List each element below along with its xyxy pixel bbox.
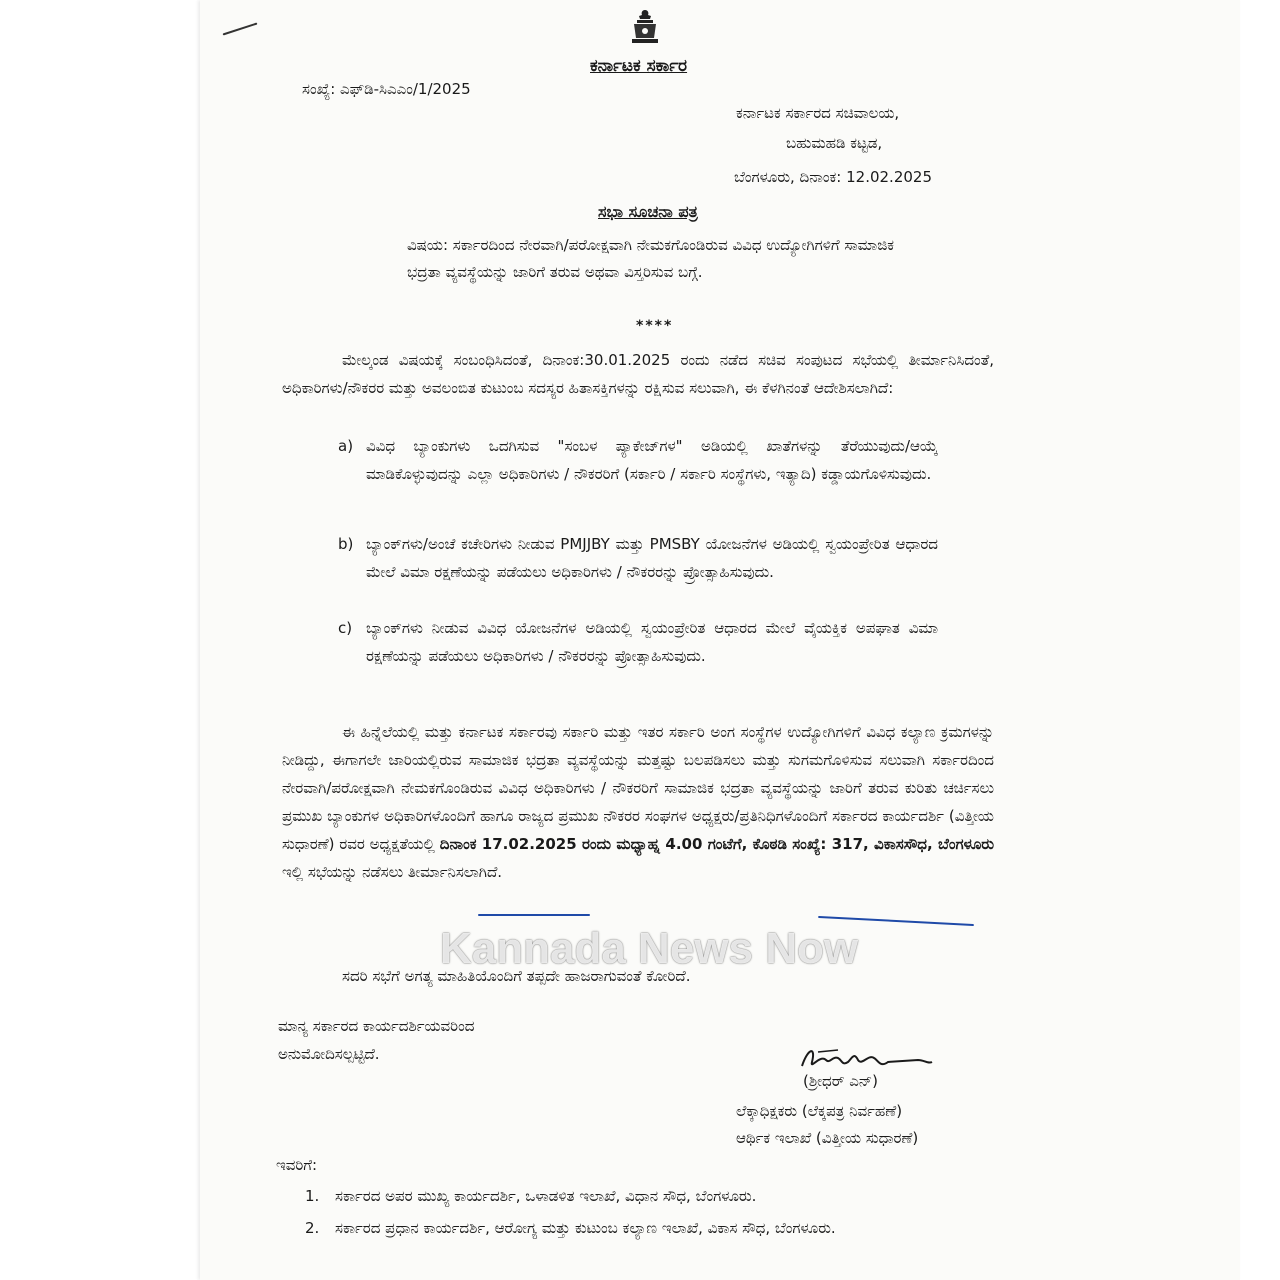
separator: **** — [636, 318, 674, 334]
reference-number: ಸಂಖ್ಯೆ: ಎಫ್‌ಡಿ-ಸಿಎಎಂ/1/2025 — [302, 80, 471, 98]
notice-title: ಸಭಾ ಸೂಚನಾ ಪತ್ರ — [598, 202, 698, 221]
recipient-text: ಸರ್ಕಾರದ ಅಪರ ಮುಖ್ಯ ಕಾರ್ಯದರ್ಶಿ, ಒಳಾಡಳಿತ ಇಲಾಖೆ, ವಿಧಾನ ಸೌಧ, ಬೆಂಗಳೂರು. — [335, 1187, 757, 1205]
paragraph-2-text: ಈ ಹಿನ್ನೆಲೆಯಲ್ಲಿ ಮತ್ತು ಕರ್ನಾಟಕ ಸರ್ಕಾರವು ಸರ್ಕಾರಿ ಮತ್ತು ಇತರ ಸರ್ಕಾರಿ ಅಂಗ ಸಂಸ್ಥೆಗಳ ಉದ್ಯೋಗಿಗಳಿಗೆ ವಿವಿಧ ಕಲ್ಯಾಣ ಕ್ರಮಗಳನ್ನು ನೀಡಿದ್ದು, ಈಗಾಗಲೇ ಜಾರಿಯಲ್ಲಿರುವ ಸಾಮಾಜಿಕ ಭದ್ರತಾ ವ್ಯವಸ್ಥೆಯನ್ನು ಮತ್ತಷ್ಟು ಬಲಪಡಿಸಲು ಮತ್ತು ಸುಗಮಗೊಳಿಸುವ ಸಲುವಾಗಿ ಸರ್ಕಾರದಿಂದ ನೇರವಾಗಿ/ಪರೋಕ್ಷವಾಗಿ ನೇಮಕಗೊಂಡಿರುವ ವಿವಿಧ ಅಧಿಕಾರಿಗಳು / ನೌಕರರಿಗೆ ಸಾಮಾಜಿಕ ಭದ್ರತಾ ವ್ಯವಸ್ಥೆಯನ್ನು ಜಾರಿಗೆ ತರುವ ಕುರಿತು ಚರ್ಚಿಸಲು ಪ್ರಮುಖ ಬ್ಯಾಂಕುಗಳ ಅಧಿಕಾರಿಗಳೊಂದಿಗೆ ಹಾಗೂ ರಾಜ್ಯದ ಪ್ರಮುಖ ನೌಕರರ ಸಂಘಗಳ ಅಧ್ಯಕ್ಷರು/ಪ್ರತಿನಿಧಿಗಳೊಂದಿಗೆ ಸರ್ಕಾರದ ಕಾರ್ಯದರ್ಶಿ (ವಿತ್ತೀಯ ಸುಧಾರಣೆ) ರವರ ಅಧ್ಯಕ್ಷತೆಯಲ್ಲಿ — [282, 723, 994, 853]
recipient-item — [305, 1182, 995, 1210]
meeting-details: ದಿನಾಂಕ 17.02.2025 ರಂದು ಮಧ್ಯಾಹ್ನ 4.00 ಗಂಟೆಗೆ, ಕೊಠಡಿ ಸಂಖ್ಯೆ: 317, ವಿಕಾಸಸೌಧ, ಬೆಂಗಳೂರು — [439, 835, 994, 853]
address-line-2: ಬಹುಮಹಡಿ ಕಟ್ಟಡ, — [786, 134, 883, 152]
list-item — [338, 614, 938, 670]
list-item-label: b) — [338, 535, 354, 553]
recipient-number: 2. — [305, 1219, 320, 1237]
watermark: Kannada News Now — [440, 924, 859, 973]
approval-line-1: ಮಾನ್ಯ ಸರ್ಕಾರದ ಕಾರ್ಯದರ್ಶಿಯವರಿಂದ — [278, 1017, 475, 1035]
body-paragraph-3: ಸದರಿ ಸಭೆಗೆ ಅಗತ್ಯ ಮಾಹಿತಿಯೊಂದಿಗೆ ತಪ್ಪದೇ ಹಾಜರಾಗುವಂತೆ ಕೋರಿದೆ. — [342, 967, 691, 985]
approval-line-2: ಅನುಮೋದಿಸಲ್ಪಟ್ಟಿದೆ. — [278, 1045, 380, 1063]
list-item-text: ಬ್ಯಾಂಕ್‌ಗಳು/ಅಂಚೆ ಕಚೇರಿಗಳು ನೀಡುವ PMJJBY ಮತ್ತು PMSBY ಯೋಜನೆಗಳ ಅಡಿಯಲ್ಲಿ ಸ್ವಯಂಪ್ರೇರಿತ ಆಧಾರದ ಮೇಲೆ ವಿಮಾ ರಕ್ಷಣೆಯನ್ನು ಪಡೆಯಲು ಅಧಿಕಾರಿಗಳು / ನೌಕರರನ್ನು ಪ್ರೋತ್ಸಾಹಿಸುವುದು. — [366, 535, 938, 581]
address-date: ಬೆಂಗಳೂರು, ದಿನಾಂಕ: 12.02.2025 — [734, 168, 932, 186]
address-line-1: ಕರ್ನಾಟಕ ಸರ್ಕಾರದ ಸಚಿವಾಲಯ, — [736, 104, 900, 122]
list-item — [338, 530, 938, 586]
karnataka-emblem-icon — [628, 8, 662, 48]
recipient-text: ಸರ್ಕಾರದ ಪ್ರಧಾನ ಕಾರ್ಯದರ್ಶಿ, ಆರೋಗ್ಯ ಮತ್ತು ಕುಟುಂಬ ಕಲ್ಯಾಣ ಇಲಾಖೆ, ವಿಕಾಸ ಸೌಧ, ಬೆಂಗಳೂರು. — [335, 1219, 836, 1237]
signatory-designation — [736, 1098, 918, 1152]
list-item-label: c) — [338, 619, 353, 637]
body-paragraph-2 — [282, 718, 994, 886]
list-item-text: ಬ್ಯಾಂಕ್‌ಗಳು ನೀಡುವ ವಿವಿಧ ಯೋಜನೆಗಳ ಅಡಿಯಲ್ಲಿ ಸ್ವಯಂಪ್ರೇರಿತ ಆಧಾರದ ಮೇಲೆ ವೈಯಕ್ತಿಕ ಅಪಘಾತ ವಿಮಾ ರಕ್ಷಣೆಯನ್ನು ಪಡೆಯಲು ಅಧಿಕಾರಿಗಳು / ನೌಕರರನ್ನು ಪ್ರೋತ್ಸಾಹಿಸುವುದು. — [366, 619, 938, 665]
government-title: ಕರ್ನಾಟಕ ಸರ್ಕಾರ — [590, 56, 688, 76]
list-item-text: ವಿವಿಧ ಬ್ಯಾಂಕುಗಳು ಒದಗಿಸುವ "ಸಂಬಳ ಪ್ಯಾಕೇಜ್‌ಗಳ" ಅಡಿಯಲ್ಲಿ ಖಾತೆಗಳನ್ನು ತೆರೆಯುವುದು/ಆಯ್ಕೆ ಮಾಡಿಕೊಳ್ಳುವುದನ್ನು ಎಲ್ಲಾ ಅಧಿಕಾರಿಗಳು / ನೌಕರರಿಗೆ (ಸರ್ಕಾರಿ / ಸರ್ಕಾರಿ ಸಂಸ್ಥೆಗಳು, ಇತ್ಯಾದಿ) ಕಡ್ಡಾಯಗೊಳಿಸುವುದು. — [366, 437, 938, 483]
designation-line-1: ಲೆಕ್ಕಾಧಿಕ್ಷಕರು (ಲೆಕ್ಕಪತ್ರ ನಿರ್ವಹಣೆ) — [736, 1102, 903, 1120]
body-paragraph-1: ಮೇಲ್ಕಂಡ ವಿಷಯಕ್ಕೆ ಸಂಬಂಧಿಸಿದಂತೆ, ದಿನಾಂಕ:30.01.2025 ರಂದು ನಡೆದ ಸಚಿವ ಸಂಪುಟದ ಸಭೆಯಲ್ಲಿ ತೀರ್ಮಾನಿಸಿದಂತೆ, ಅಧಿಕಾರಿಗಳು/ನೌಕರರ ಮತ್ತು ಅವಲಂಬಿತ ಕುಟುಂಬ ಸದಸ್ಯರ ಹಿತಾಸಕ್ತಿಗಳನ್ನು ರಕ್ಷಿಸುವ ಸಲುವಾಗಿ, ಈ ಕೆಳಗಿನಂತೆ ಆದೇಶಿಸಲಾಗಿದೆ: — [282, 351, 994, 397]
list-item — [338, 432, 938, 488]
notice-subject: ವಿಷಯ: ಸರ್ಕಾರದಿಂದ ನೇರವಾಗಿ/ಪರೋಕ್ಷವಾಗಿ ನೇಮಕಗೊಂಡಿರುವ ವಿವಿಧ ಉದ್ಯೋಗಿಗಳಿಗೆ ಸಾಮಾಜಿಕ ಭದ್ರತಾ ವ್ಯವಸ್ಥೆಯನ್ನು ಜಾರಿಗೆ ತರುವ ಅಥವಾ ವಿಸ್ತರಿಸುವ ಬಗ್ಗೆ. — [407, 236, 895, 281]
pen-underline — [478, 914, 590, 916]
list-item-label: a) — [338, 437, 354, 455]
signatory-name: (ಶ್ರೀಧರ್ ಎನ್) — [803, 1072, 878, 1090]
recipients-label: ಇವರಿಗೆ: — [276, 1156, 318, 1174]
recipient-item — [305, 1214, 995, 1242]
designation-line-2: ಆರ್ಥಿಕ ಇಲಾಖೆ (ವಿತ್ತೀಯ ಸುಧಾರಣೆ) — [736, 1129, 919, 1147]
recipient-number: 1. — [305, 1187, 320, 1205]
approval-note — [278, 1012, 598, 1068]
handwritten-signature — [798, 1040, 938, 1076]
paragraph-2-ending: ಇಲ್ಲಿ ಸಭೆಯನ್ನು ನಡೆಸಲು ತೀರ್ಮಾನಿಸಲಾಗಿದೆ. — [282, 863, 503, 881]
